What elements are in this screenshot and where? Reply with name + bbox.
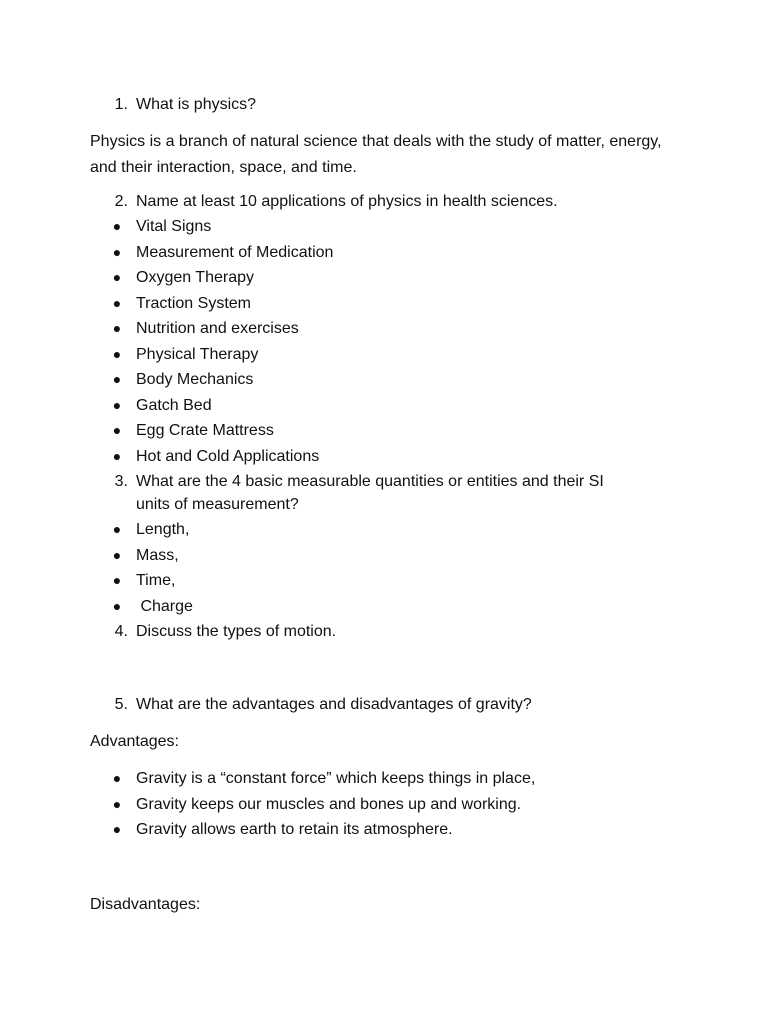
question-1-text: What is physics? (136, 96, 257, 113)
list-item: Egg Crate Mattress (136, 422, 274, 439)
question-number: 1. (114, 96, 128, 113)
question-5-text: What are the advantages and disadvantages of gravity? (136, 696, 532, 713)
list-item: Body Mechanics (136, 371, 254, 388)
list-item: Gravity is a “constant force” which keeps things in place, (136, 770, 536, 787)
bullet-icon: ● (112, 597, 122, 614)
bullet-icon: ● (112, 546, 122, 563)
question-number: 4. (114, 623, 128, 640)
list-item: Gravity allows earth to retain its atmosphere. (136, 821, 453, 838)
bullet-icon: ● (112, 218, 122, 234)
question-number: 3. (114, 473, 128, 490)
question-1-answer: Physics is a branch of natural science that deals with the study of matter, energy, and their interaction, space, and time. (90, 133, 662, 176)
list-item: Nutrition and exercises (136, 320, 299, 337)
bullet-icon: ● (112, 770, 122, 786)
list-item: Measurement of Medication (136, 243, 334, 261)
bullet-icon: ● (112, 294, 122, 311)
bullet-icon: ● (112, 572, 122, 588)
question-number: 5. (114, 696, 128, 713)
question-number: 2. (114, 193, 128, 210)
advantages-heading: Advantages: (90, 733, 179, 750)
bullet-icon: ● (112, 521, 122, 537)
bullet-icon: ● (112, 821, 122, 837)
bullet-icon: ● (112, 447, 122, 464)
question-3-text-line1: What are the 4 basic measurable quantities or entities and their SI (136, 473, 604, 490)
bullet-icon: ● (112, 269, 122, 285)
list-item: Traction System (136, 294, 251, 312)
list-item: Gravity keeps our muscles and bones up and working. (136, 796, 522, 813)
list-item: Hot and Cold Applications (136, 447, 320, 465)
question-4-text: Discuss the types of motion. (136, 623, 337, 640)
question-2-text: Name at least 10 applications of physics in health sciences. (136, 193, 558, 210)
list-item: Vital Signs (136, 218, 212, 235)
list-item: Gatch Bed (136, 396, 212, 414)
bullet-icon: ● (112, 345, 122, 362)
list-item: Physical Therapy (136, 345, 259, 363)
list-item: Time, (136, 572, 176, 589)
bullet-icon: ● (112, 396, 122, 413)
list-item: Oxygen Therapy (136, 269, 254, 286)
list-item: Length, (136, 521, 190, 538)
bullet-icon: ● (112, 422, 122, 438)
list-item: Charge (136, 597, 193, 615)
question-3-text-line2: units of measurement? (136, 496, 299, 513)
list-item: Mass, (136, 546, 179, 564)
bullet-icon: ● (112, 320, 122, 336)
bullet-icon: ● (112, 796, 122, 812)
bullet-icon: ● (112, 371, 122, 387)
bullet-icon: ● (112, 243, 122, 260)
disadvantages-heading: Disadvantages: (90, 896, 201, 913)
